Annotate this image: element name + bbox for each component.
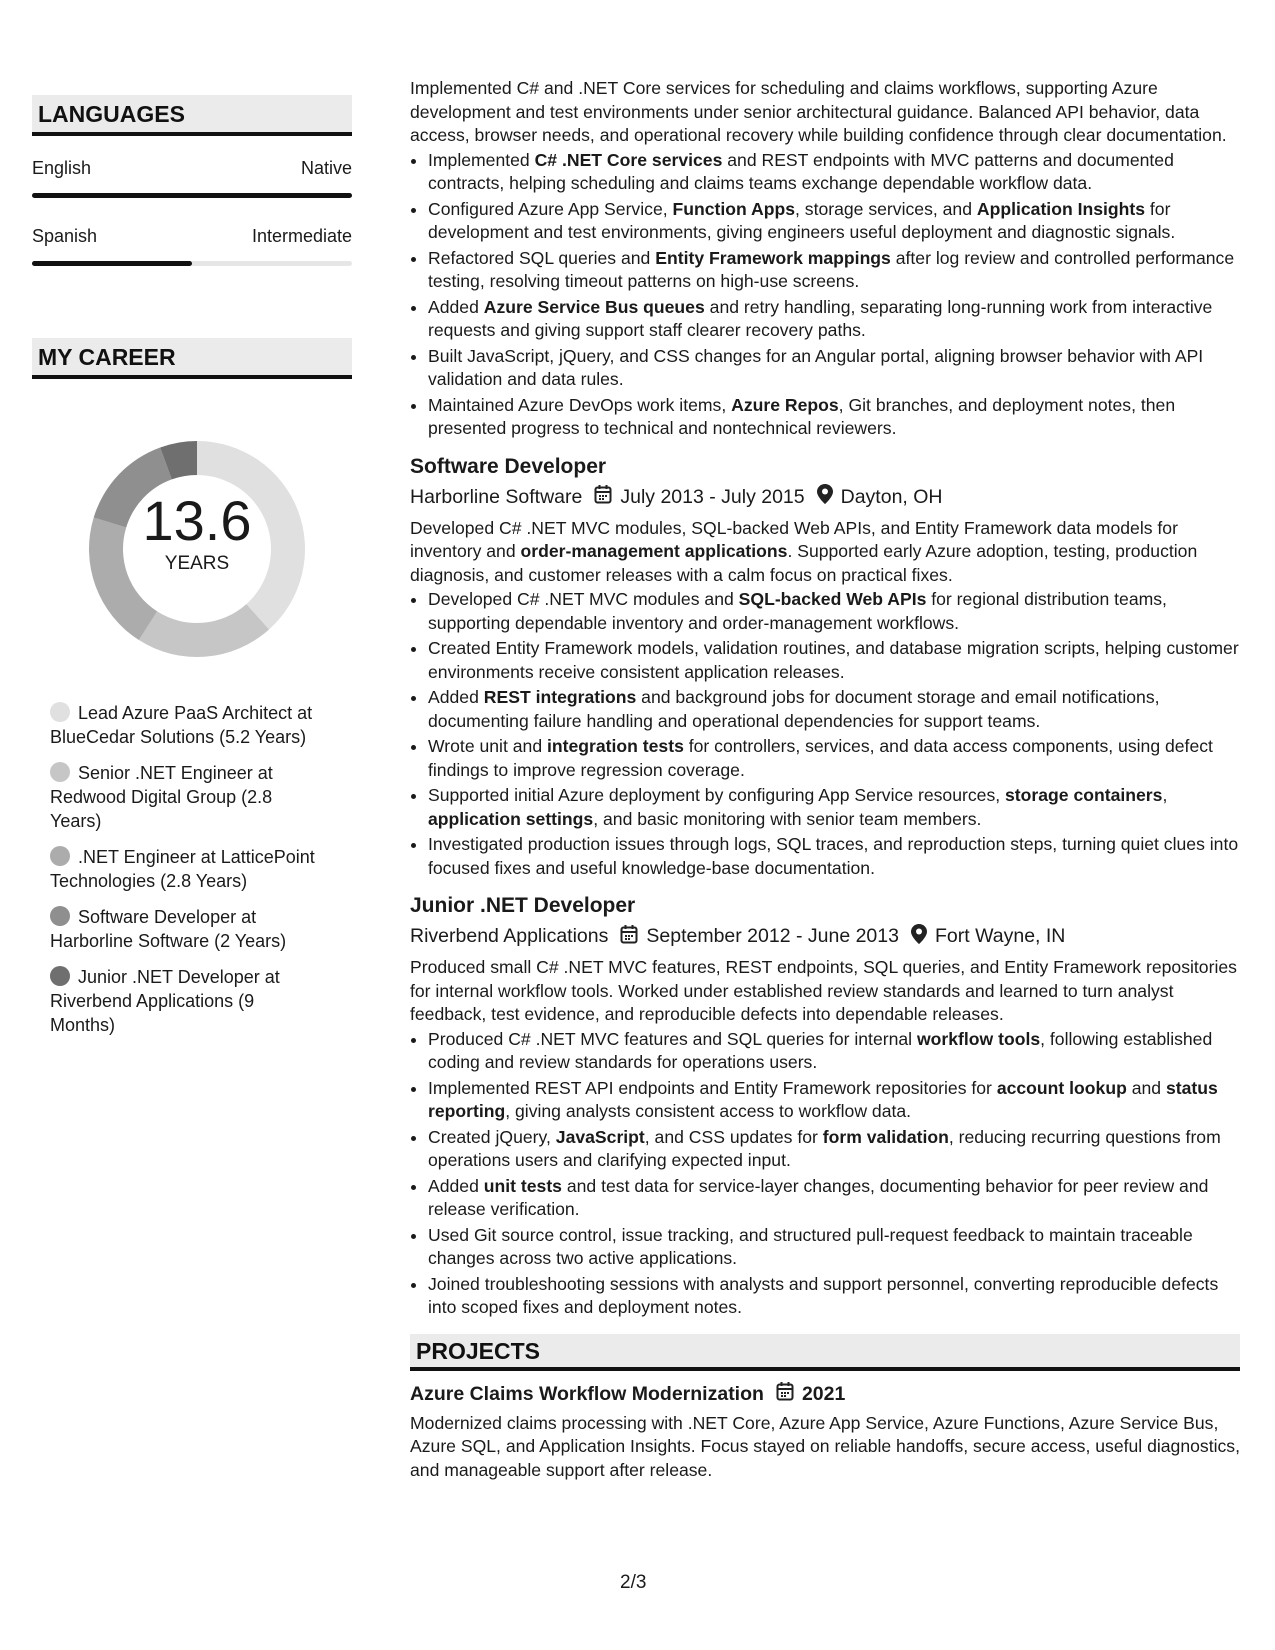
job-bullet: • Implemented REST API endpoints and Entity Framework repositories for account lookup and status reporting, giving analysts consistent access to workflow data. — [428, 1077, 1240, 1124]
location-pin-icon — [817, 484, 833, 511]
job-title: Junior .NET Developer — [410, 894, 636, 917]
language-name: English — [32, 158, 92, 178]
career-donut-chart — [67, 419, 327, 679]
career-legend-label: .NET Engineer at LatticePoint Technologies (2.8 Years) — [50, 847, 315, 891]
job-bullet: • Wrote unit and integration tests for controllers, services, and data access components, using defect findings to improve regression coverage. — [428, 735, 1240, 782]
career-legend-label: Lead Azure PaaS Architect at BlueCedar Solutions (5.2 Years) — [50, 703, 313, 747]
donut-center — [67, 419, 327, 679]
career-legend-item — [50, 905, 315, 953]
job-bullet: • Supported initial Azure deployment by configuring App Service resources, storage containers, application settings, and basic monitoring with senior team members. — [428, 784, 1240, 831]
job-bullet: • Produced C# .NET MVC features and SQL queries for internal workflow tools, following established coding and review standards for operations users. — [428, 1028, 1240, 1075]
legend-dot — [50, 762, 70, 782]
calendar-icon — [594, 484, 612, 511]
job-summary: Implemented C# and .NET Core services for scheduling and claims workflows, supporting Azure development and test environments under senior architectural guidance. Balanced API behavior, data access, browser needs, and operational recovery while building confidence through clear documentation. — [410, 78, 1227, 145]
job-meta — [410, 484, 1240, 511]
career-legend-label: Software Developer at Harborline Software (2 Years) — [50, 907, 287, 951]
languages-heading: LANGUAGES — [32, 95, 352, 136]
job-location: Fort Wayne, IN — [934, 925, 1066, 947]
career-total-unit: YEARS — [164, 553, 230, 574]
language-level: Intermediate — [251, 226, 352, 246]
job-dates: July 2013 - July 2015 — [620, 485, 805, 508]
main-content — [410, 77, 1240, 1482]
language-name: Spanish — [32, 226, 98, 246]
location-pin-icon — [911, 924, 927, 951]
job-bullets — [410, 1028, 1240, 1320]
job-bullet: • Added Azure Service Bus queues and retry handling, separating long-running work from interactive requests and giving support staff clearer recovery paths. — [428, 296, 1240, 343]
job-bullet: • Joined troubleshooting sessions with analysts and support personnel, converting reproducible defects into scoped fixes and deployment notes. — [428, 1273, 1240, 1320]
career-legend-label: Junior .NET Developer at Riverbend Applications (9 Months) — [50, 967, 280, 1035]
job-location: Dayton, OH — [840, 485, 943, 508]
language-item — [32, 158, 352, 198]
job-bullet: • Developed C# .NET MVC modules and SQL-backed Web APIs for regional distribution teams, supporting dependable inventory and order-management workflows. — [428, 588, 1240, 635]
career-legend-item — [50, 845, 315, 893]
job-bullet: • Maintained Azure DevOps work items, Azure Repos, Git branches, and deployment notes, then presented progress to technical and nontechnical reviewers. — [428, 394, 1240, 441]
company-name: Harborline Software — [410, 485, 583, 508]
calendar-icon — [620, 924, 638, 951]
legend-dot — [50, 966, 70, 986]
legend-dot — [50, 702, 70, 722]
job-bullet: • Investigated production issues through logs, SQL traces, and reproduction steps, turning quiet clues into focused fixes and useful knowledge-base documentation. — [428, 833, 1240, 880]
job-bullet: • Created jQuery, JavaScript, and CSS updates for form validation, reducing recurring questions from operations users and clarifying expected input. — [428, 1126, 1240, 1173]
career-legend-item — [50, 761, 315, 833]
career-legend-label: Senior .NET Engineer at Redwood Digital Group (2.8 Years) — [50, 763, 273, 831]
career-heading: MY CAREER — [32, 338, 352, 379]
job-summary: Developed C# .NET MVC modules, SQL-backed Web APIs, and Entity Framework data models for inventory and order-management applications. Supported early Azure adoption, testing, production diagnosis, and customer releases with a calm focus on practical fixes. — [410, 517, 1198, 585]
career-legend-item — [50, 965, 315, 1037]
calendar-icon — [776, 1381, 794, 1408]
company-name: Riverbend Applications — [410, 925, 609, 947]
job-bullets — [410, 149, 1240, 441]
job-bullet: • Used Git source control, issue tracking, and structured pull-request feedback to maintain traceable changes across two active applications. — [428, 1224, 1240, 1271]
job-bullet: • Refactored SQL queries and Entity Framework mappings after log review and controlled performance testing, resolving timeout patterns on high-use screens. — [428, 247, 1240, 294]
job-bullets — [410, 588, 1240, 880]
language-bar — [32, 193, 352, 198]
job-bullet: • Added unit tests and test data for service-layer changes, documenting behavior for peer review and release verification. — [428, 1175, 1240, 1222]
project-title: Azure Claims Workflow Modernization — [410, 1382, 764, 1405]
legend-dot — [50, 846, 70, 866]
job-bullet: • Implemented C# .NET Core services and REST endpoints with MVC patterns and documented contracts, helping scheduling and claims teams exchange dependable workflow data. — [428, 149, 1240, 196]
job-meta — [410, 924, 1240, 951]
language-bar-fill — [32, 193, 352, 198]
projects-heading: PROJECTS — [410, 1334, 1240, 1372]
job-title: Software Developer — [410, 454, 607, 478]
language-bar — [32, 261, 352, 266]
job-summary: Produced small C# .NET MVC features, REST endpoints, SQL queries, and Entity Framework repositories for internal workflow tools. Worked under established review standards and learned to turn analyst feedback, test evidence, and reproducible defects into dependable releases. — [410, 957, 1237, 1024]
career-total-years: 13.6 — [142, 489, 252, 552]
project-year: 2021 — [801, 1382, 846, 1405]
career-legend-item — [50, 701, 315, 749]
language-level: Native — [300, 158, 352, 178]
legend-dot — [50, 906, 70, 926]
job-bullet: • Added REST integrations and background jobs for document storage and email notifications, documenting failure handling and operational dependencies for support teams. — [428, 686, 1240, 733]
job-bullet: • Configured Azure App Service, Function Apps, storage services, and Application Insights for development and test environments, giving engineers useful deployment and diagnostic signals. — [428, 198, 1240, 245]
job-dates: September 2012 - June 2013 — [646, 925, 899, 947]
page-number: 2/3 — [620, 1572, 647, 1593]
job-bullet: • Built JavaScript, jQuery, and CSS changes for an Angular portal, aligning browser behavior with API validation and data rules. — [428, 345, 1240, 392]
sidebar — [32, 95, 352, 1049]
project-title-row — [410, 1381, 1240, 1408]
language-bar-fill — [32, 261, 192, 266]
job-bullet: • Created Entity Framework models, validation routines, and database migration scripts, helping customer environments receive consistent application releases. — [428, 637, 1240, 684]
project-description: Modernized claims processing with .NET Core, Azure App Service, Azure Functions, Azure Service Bus, Azure SQL, and Application Insights. Focus stayed on reliable handoffs, secure access, useful diagnostics, and manageable support after release. — [410, 1412, 1240, 1480]
career-legend — [50, 701, 352, 1037]
language-item — [32, 226, 352, 266]
